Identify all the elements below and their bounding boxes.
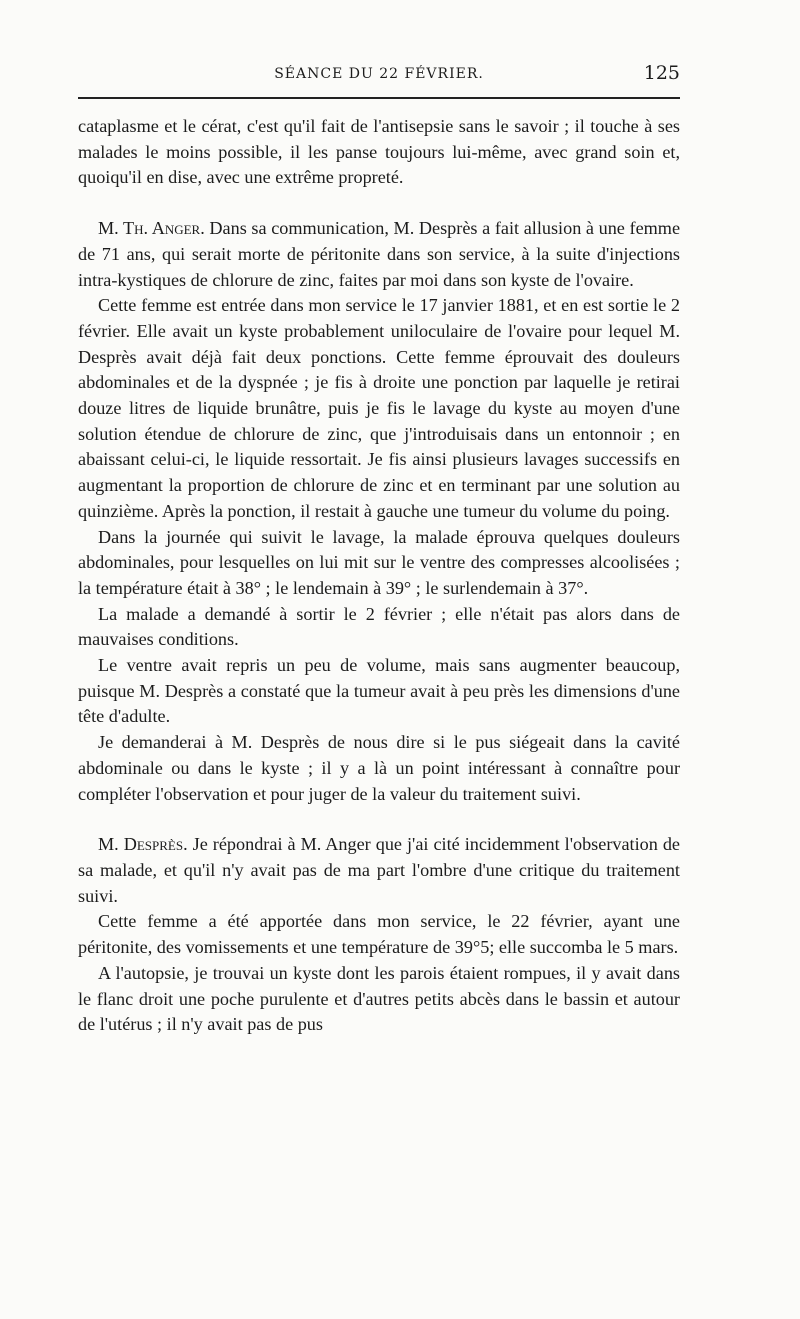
page-number: 125 xyxy=(643,62,680,84)
paragraph xyxy=(78,293,680,524)
running-title: SÉANCE DU 22 FÉVRIER. xyxy=(274,66,484,82)
paragraph-text: Je répondrai à M. Anger que j'ai cité incidemment l'observation de sa malade, et qu'il n'y avait pas de ma part l'ombre d'une critique du traitement suivi. xyxy=(78,834,680,906)
paragraph-text: Dans sa communication, M. Desprès a fait allusion à une femme de 71 ans, qui serait morte de péritonite dans son service, à la suite d'injections intra-kystiques de chlorure de zinc, faites par moi dans son kyste de l'ovaire. xyxy=(78,218,681,290)
paragraph xyxy=(78,909,680,960)
paragraph-text: Je demanderai à M. Desprès de nous dire si le pus siégeait dans la cavité abdominale ou dans le kyste ; il y a là un point intéressant à connaître pour compléter l'observation et pour juger de la valeur du traitement suivi. xyxy=(78,732,680,804)
page-body xyxy=(78,114,680,1038)
paragraph-text: La malade a demandé à sortir le 2 février ; elle n'était pas alors dans de mauvaises conditions. xyxy=(78,603,680,650)
running-head xyxy=(78,62,680,88)
paragraph xyxy=(78,730,680,807)
speaker-name: M. Th. Anger. xyxy=(98,218,205,239)
paragraph xyxy=(78,525,680,602)
paragraph-text: A l'autopsie, je trouvai un kyste dont les parois étaient rompues, il y avait dans le flanc droit une poche purulente et d'autres petits abcès dans le bassin et autour de l'utérus ; il n'y avait pas de pus xyxy=(78,962,680,1035)
paragraph xyxy=(78,832,680,909)
paragraph xyxy=(78,114,680,191)
paragraph xyxy=(78,216,680,293)
paragraph-text: Le ventre avait repris un peu de volume, mais sans augmenter beaucoup, puisque M. Desprès a constaté que la tumeur avait à peu près les dimensions d'une tête d'adulte. xyxy=(78,655,680,727)
paragraph-text: Dans la journée qui suivit le lavage, la malade éprouva quelques douleurs abdominales, pour lesquelles on lui mit sur le ventre des compresses alcoolisées ; la température était à 38° ; le lendemain à 39° ; le surlendemain à 37°. xyxy=(78,526,680,598)
header-rule xyxy=(78,97,680,99)
paragraph-text: cataplasme et le cérat, c'est qu'il fait de l'antisepsie sans le savoir ; il touche à ses malades le moins possible, il les panse toujours lui-même, avec grand soin et, quoiqu'il en dise, avec une extrême propreté. xyxy=(78,116,680,188)
paragraph-text: Cette femme a été apportée dans mon service, le 22 février, ayant une péritonite, des vomissements et une température de 39°5; elle succomba le 5 mars. xyxy=(78,911,680,958)
paragraph-text: Cette femme est entrée dans mon service le 17 janvier 1881, et en est sortie le 2 février. Elle avait un kyste probablement uniloculaire de l'ovaire pour lequel M. Desprès avait déjà fait deux ponctions. Cette femme éprouvait des douleurs abdominales et de la dyspnée ; je fis à droite une ponction par laquelle je retirai douze litres de liquide brunâtre, puis je fis le lavage du kyste au moyen d'une solution étendue de chlorure de zinc, que j'introduisais dans un entonnoir ; en abaissant celui-ci, le liquide ressortait. Je fis ainsi plusieurs lavages successifs en augmentant la proportion de chlorure de zinc et en terminant par une solution au quinzième. Après la ponction, il restait à gauche une tumeur du volume du poing. xyxy=(78,295,680,521)
paragraph xyxy=(78,602,680,653)
paragraph xyxy=(78,961,680,1038)
paragraph xyxy=(78,653,680,730)
speaker-name: M. Desprès. xyxy=(98,834,188,855)
